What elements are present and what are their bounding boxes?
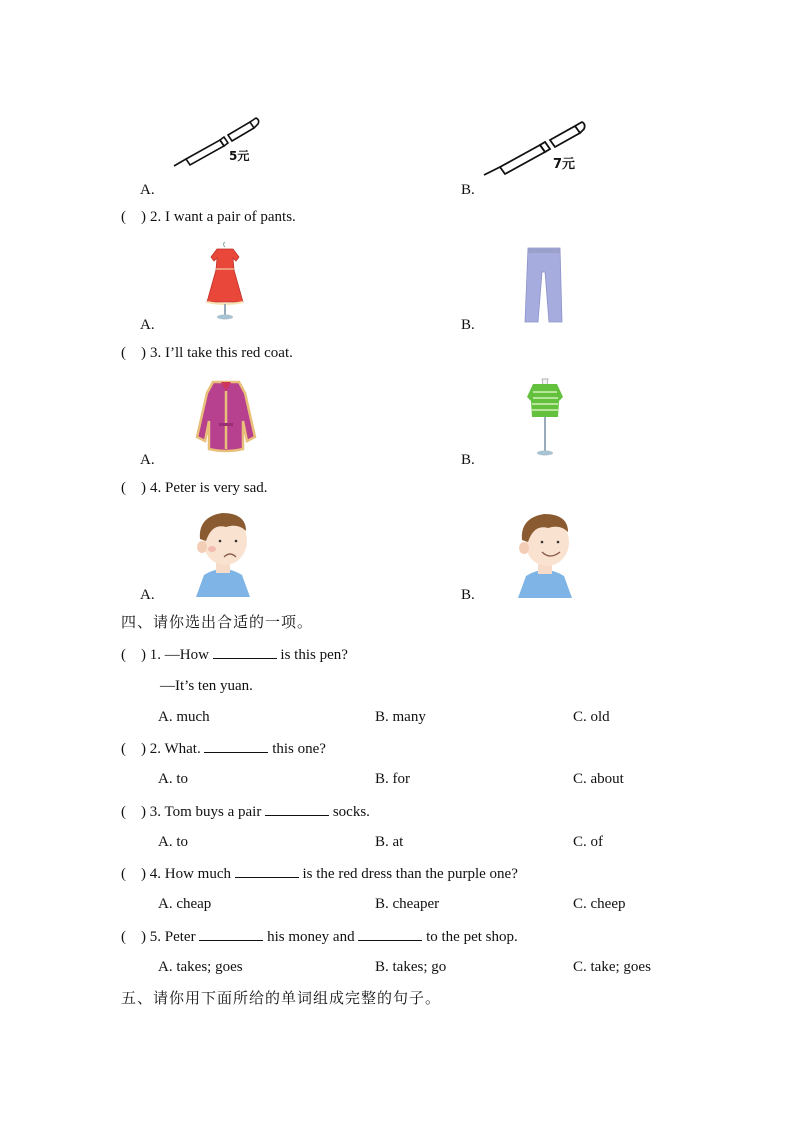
option-c[interactable]: C. about <box>573 771 624 787</box>
option-a[interactable]: A. to <box>158 771 188 787</box>
option-b[interactable]: B. at <box>375 834 404 850</box>
question-before: 5. Peter <box>149 929 196 945</box>
option-a[interactable]: A. takes; goes <box>158 959 243 975</box>
option-label-b: B. <box>461 587 475 603</box>
option-label-b: B. <box>461 452 475 468</box>
option-a[interactable]: A. to <box>158 834 188 850</box>
option-b[interactable]: B. for <box>375 771 410 787</box>
red-dress-image <box>203 240 247 322</box>
question-line <box>121 645 348 664</box>
option-a[interactable]: A. cheap <box>158 896 212 912</box>
answer-blank[interactable] <box>204 739 268 753</box>
question-after: socks. <box>332 804 370 820</box>
question-after: to the pet shop. <box>426 929 518 945</box>
red-coat-image <box>193 379 259 455</box>
question-line <box>121 864 518 883</box>
question-line <box>121 739 326 758</box>
option-label-a: A. <box>140 182 155 198</box>
question-text: 2. I want a pair of pants. <box>150 209 296 225</box>
section-heading: 四、请你选出合适的一项。 <box>121 613 314 631</box>
question-after: is the red dress than the purple one? <box>302 866 518 882</box>
answer-paren[interactable]: ( ) <box>121 804 146 820</box>
option-label-a: A. <box>140 452 155 468</box>
answer-line: —It’s ten yuan. <box>160 678 253 694</box>
question-middle: his money and <box>267 929 355 945</box>
option-label-a: A. <box>140 317 155 333</box>
option-c[interactable]: C. of <box>573 834 603 850</box>
question-text: 3. I’ll take this red coat. <box>150 345 293 361</box>
question-before: 2. What. <box>149 741 201 757</box>
question-after: this one? <box>272 741 326 757</box>
question-line <box>121 802 370 821</box>
pants-image <box>522 246 566 324</box>
answer-blank[interactable] <box>235 864 299 878</box>
pen-price-b: 7元 <box>553 157 576 172</box>
answer-paren[interactable]: ( ) <box>121 929 146 945</box>
answer-paren[interactable]: ( ) <box>121 209 146 225</box>
sad-boy-image <box>190 509 256 597</box>
option-label-b: B. <box>461 317 475 333</box>
option-label-a: A. <box>140 587 155 603</box>
option-c[interactable]: C. cheep <box>573 896 626 912</box>
answer-paren[interactable]: ( ) <box>121 741 146 757</box>
pen-price-a: 5元 <box>229 149 250 163</box>
question-line <box>121 927 518 946</box>
happy-boy-image <box>512 510 578 598</box>
option-b[interactable]: B. takes; go <box>375 959 447 975</box>
option-c[interactable]: C. old <box>573 709 610 725</box>
question-before: 4. How much <box>149 866 231 882</box>
question-text: 4. Peter is very sad. <box>150 480 268 496</box>
answer-paren[interactable]: ( ) <box>121 480 146 496</box>
option-a[interactable]: A. much <box>158 709 210 725</box>
section-heading: 五、请你用下面所给的单词组成完整的句子。 <box>121 989 442 1007</box>
answer-blank[interactable] <box>265 802 329 816</box>
answer-paren[interactable]: ( ) <box>121 647 146 663</box>
question-before: 3. Tom buys a pair <box>149 804 262 820</box>
question-before: 1. —How <box>149 647 209 663</box>
answer-blank[interactable] <box>358 927 422 941</box>
answer-paren[interactable]: ( ) <box>121 345 146 361</box>
option-label-b: B. <box>461 182 475 198</box>
answer-blank[interactable] <box>199 927 263 941</box>
green-sweater-image <box>525 377 565 457</box>
answer-paren[interactable]: ( ) <box>121 866 146 882</box>
option-b[interactable]: B. cheaper <box>375 896 440 912</box>
option-c[interactable]: C. take; goes <box>573 959 651 975</box>
answer-blank[interactable] <box>213 645 277 659</box>
option-b[interactable]: B. many <box>375 709 426 725</box>
question-after: is this pen? <box>280 647 348 663</box>
